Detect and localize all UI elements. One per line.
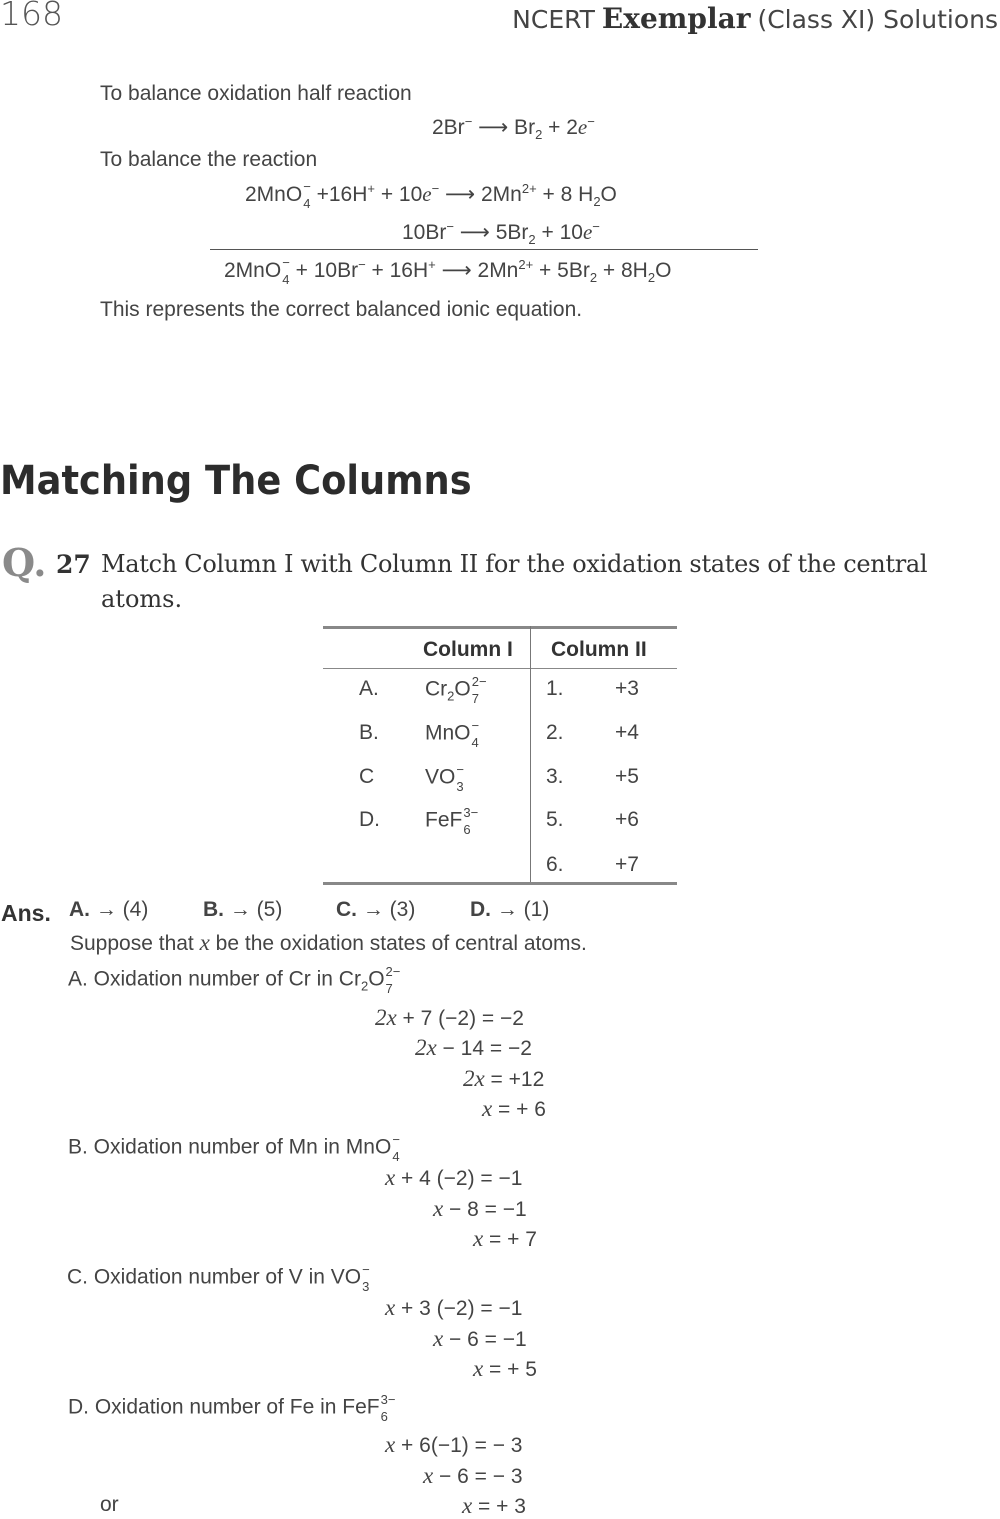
equation-mno4-reduction: 2MnO − 4 +16H+ + 10e− ⟶ $2Mn^{2+} + 8$ $H_2O$ — [245, 179, 617, 212]
part-a-text: A. Oxidation number of Cr in Cr — [68, 967, 361, 991]
equation-br-oxidation: 2Br− ⟶ $Br_2 + 2e^-$ — [432, 114, 595, 143]
part-c-step2: x − 6 = −1 — [433, 1326, 527, 1351]
equation-br-multiplied: 10Br− ⟶ $5Br_2 + 10e^-$ — [402, 219, 600, 248]
intro-rest: be the oxidation states of central atoms. — [215, 932, 587, 955]
part-b-text: B. Oxidation number of Mn in MnO — [68, 1135, 392, 1159]
answer-letter: D. — [470, 898, 491, 921]
table-row-value: +3 — [615, 677, 639, 700]
part-c-text: C. Oxidation number of V in VO — [67, 1265, 362, 1289]
part-b-step1: x + 4 (−2) = −1 — [385, 1165, 523, 1190]
answer-pair-b — [203, 898, 282, 922]
table-header-rule — [323, 668, 677, 669]
header-suffix: (Class XI) Solutions — [757, 5, 998, 34]
species-cr2o7: $Cr_2O$ 2− 7 — [425, 674, 487, 706]
answer-letter: A. — [69, 898, 90, 921]
table-row-number: 3. — [546, 765, 564, 788]
table-row-letter: B. — [359, 721, 379, 744]
table-row-number: 5. — [546, 808, 564, 831]
table-row-number: 6. — [546, 853, 564, 876]
oxidation-half-intro: To balance oxidation half reaction — [100, 82, 412, 105]
question-text-line1: Match Column I with Column II for the oxidation states of the central — [101, 550, 928, 578]
answer-pair-a — [69, 898, 148, 922]
answer-target: → (5) — [229, 898, 283, 921]
question-label: Q. — [2, 540, 47, 585]
intro-text: Suppose that — [70, 932, 194, 955]
table-row-value: +5 — [615, 765, 639, 788]
page-number: 168 — [0, 0, 63, 33]
part-c-step1: x + 3 (−2) = −1 — [385, 1295, 523, 1320]
part-b-result: x = + 7 — [473, 1226, 537, 1251]
balance-reaction-intro: To balance the reaction — [100, 148, 318, 171]
table-row-letter: A. — [359, 677, 379, 700]
part-b-heading: B. Oxidation number of Mn in MnO − 4 — [68, 1132, 400, 1164]
section-title: Matching The Columns — [0, 458, 472, 504]
answer-label: Ans. — [1, 900, 51, 926]
part-a-step3: 2x = +12 — [463, 1066, 545, 1091]
table-row-value: +4 — [615, 721, 639, 744]
part-d-step2: x − 6 = − 3 — [423, 1463, 523, 1488]
part-c-heading: C. Oxidation number of V in VO − 3 — [67, 1262, 370, 1294]
column-i-header: Column I — [423, 638, 513, 661]
part-a-result: x = + 6 — [482, 1096, 546, 1121]
table-row-letter: C — [359, 765, 375, 788]
sum-rule — [210, 249, 758, 250]
part-b-step2: x − 8 = −1 — [433, 1196, 527, 1221]
answer-target: → (1) — [496, 898, 550, 921]
question-number: 27 — [56, 550, 91, 579]
header-prefix: NCERT — [512, 5, 595, 34]
running-header — [512, 2, 998, 35]
part-c-result: x = + 5 — [473, 1356, 537, 1381]
header-bold: Exemplar — [601, 2, 751, 35]
table-row-number: 2. — [546, 721, 564, 744]
equation-net-ionic: 2MnO − 4 + 10Br− + 16H+ ⟶ $2Mn^{2+} + 5Br_2 + 8H_2O$ — [224, 255, 672, 288]
answer-pair-c — [336, 898, 415, 922]
table-row-value: +7 — [615, 853, 639, 876]
question-text-line2: atoms. — [101, 585, 183, 613]
conclusion-text: This represents the correct balanced ionic equation. — [100, 298, 583, 321]
intro-variable: x — [199, 930, 210, 955]
part-a-heading: A. Oxidation number of Cr in $Cr_2O$ 2− 7 — [68, 964, 401, 996]
table-bottom-rule — [323, 882, 677, 885]
part-a-step2: 2x − 14 = −2 — [415, 1035, 532, 1060]
part-d-text: D. Oxidation number of Fe in FeF — [68, 1395, 380, 1419]
table-row-value: +6 — [615, 808, 639, 831]
part-d-result: x = + 3 — [462, 1493, 526, 1518]
answer-target: → (3) — [362, 898, 416, 921]
or-label: or — [100, 1493, 119, 1516]
table-row-letter: D. — [359, 808, 380, 831]
table-top-rule — [323, 626, 677, 629]
species-fef6: FeF 3− 6 — [425, 805, 479, 837]
species-vo3: VO − 3 — [425, 762, 464, 794]
answer-letter: C. — [336, 898, 357, 921]
part-d-step1: x + 6(−1) = − 3 — [385, 1432, 523, 1457]
table-row-number: 1. — [546, 677, 564, 700]
answer-letter: B. — [203, 898, 224, 921]
species-mno4: MnO − 4 — [425, 718, 480, 750]
column-ii-header: Column II — [551, 638, 647, 661]
table-divider — [530, 626, 531, 884]
part-d-heading: D. Oxidation number of Fe in FeF 3− 6 — [68, 1392, 396, 1424]
answer-pair-d — [470, 898, 549, 922]
part-a-step1: 2x + 7 (−2) = −2 — [375, 1005, 524, 1030]
answer-intro — [70, 930, 587, 956]
answer-target: → (4) — [95, 898, 149, 921]
